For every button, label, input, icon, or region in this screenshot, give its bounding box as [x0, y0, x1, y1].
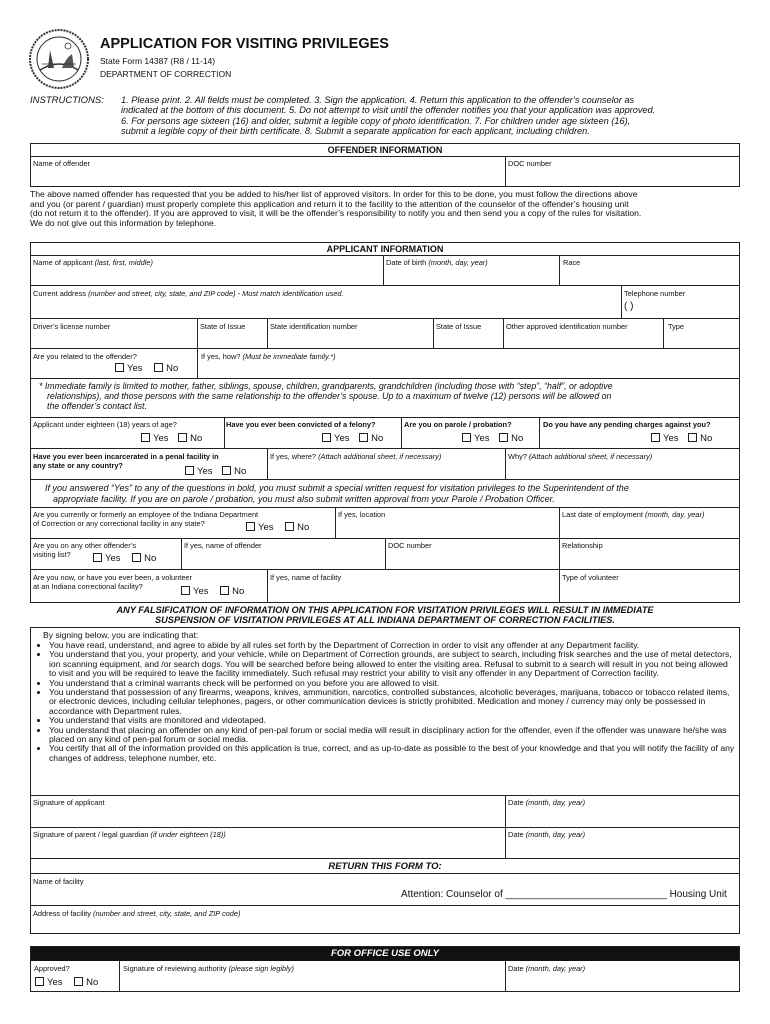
last-employment-label: Last date of employment (month, day, year): [562, 510, 705, 519]
under-eighteen-question: [31, 417, 225, 448]
approved-yes-checkbox[interactable]: Yes: [35, 977, 63, 988]
id-type-field[interactable]: [663, 318, 739, 348]
under-eighteen-no-checkbox[interactable]: No: [178, 433, 202, 444]
volunteer-yes-checkbox[interactable]: Yes: [181, 586, 209, 597]
agreement-bullet: • You understand that placing an offender on any kind of pen-pal forum or social media will result in disciplinary action for the offender, even if the offender was unaware he/she was placed on any kind of pen-pal forum or social media.: [49, 726, 735, 745]
instructions-line: 6. For persons age sixteen (16) and older, submit a legible copy of photo identification. 7. For children under age sixteen (16),: [121, 115, 631, 126]
approved-label: Approved?: [34, 964, 70, 973]
parole-question: [401, 417, 540, 448]
state-of-issue-label: State of Issue: [200, 322, 246, 331]
reviewer-signature-label: Signature of reviewing authority (please sign legibly): [123, 964, 294, 973]
race-field[interactable]: [559, 255, 739, 285]
applicant-section: [30, 242, 740, 603]
agreement-section: [30, 627, 740, 859]
warning-line: SUSPENSION OF VISITATION PRIVILEGES AT ALL INDIANA DEPARTMENT OF CORRECTION FACILITIES.: [155, 615, 615, 625]
race-label: Race: [563, 258, 581, 267]
state-seal: [28, 28, 90, 90]
employee-label: of Correction or any correctional facility in any state?: [33, 519, 205, 528]
drivers-license-label: Driver’s license number: [33, 322, 111, 331]
other-offender-doc-label: DOC number: [388, 541, 432, 550]
employee-location-field[interactable]: [335, 507, 560, 538]
department-name: DEPARTMENT OF CORRECTION: [100, 69, 232, 79]
instructions-line: indicated at the bottom of this document. 5. Do not attempt to visit until the offender notifies you that your application was approved.: [121, 105, 656, 116]
approved-field: [31, 961, 120, 991]
drivers-license-field[interactable]: [31, 318, 198, 348]
offender-doc-field[interactable]: [505, 156, 739, 186]
other-visiting-list-label: visiting list?: [33, 550, 71, 559]
incarcerated-where-label: If yes, where? (Attach additional sheet, if necessary): [270, 452, 442, 461]
applicant-signature-label: Signature of applicant: [33, 798, 105, 807]
parole-no-checkbox[interactable]: No: [499, 433, 523, 444]
facility-address-field[interactable]: [31, 905, 739, 933]
applicant-signature-field[interactable]: [31, 795, 506, 827]
incarcerated-where-field[interactable]: [267, 448, 506, 479]
under-eighteen-yes-checkbox[interactable]: Yes: [141, 433, 169, 444]
telephone-field[interactable]: [621, 285, 739, 318]
volunteer-type-label: Type of volunteer: [562, 573, 619, 582]
note-line: the offender’s contact list.: [47, 400, 147, 411]
offender-name-label: Name of offender: [33, 159, 90, 168]
employee-question: [31, 507, 336, 538]
office-use-heading: FOR OFFICE USE ONLY: [31, 947, 739, 961]
other-offender-name-field[interactable]: [181, 538, 386, 569]
facility-address-label: Address of facility (number and street, city, state, and ZIP code): [33, 909, 241, 918]
agreement-list: [35, 641, 735, 763]
guardian-signature-date-label: Date (month, day, year): [508, 830, 586, 839]
return-heading: RETURN THIS FORM TO:: [328, 861, 442, 872]
applicant-heading: APPLICANT INFORMATION: [326, 244, 444, 254]
applicant-name-field[interactable]: [31, 255, 384, 285]
last-employment-field[interactable]: [559, 507, 739, 538]
parole-yes-checkbox[interactable]: Yes: [462, 433, 490, 444]
telephone-label: Telephone number: [624, 289, 686, 298]
incarcerated-label: Have you ever been incarcerated in a penal facility in: [33, 452, 219, 461]
other-list-yes-checkbox[interactable]: Yes: [93, 553, 121, 564]
volunteer-type-field[interactable]: [559, 569, 739, 602]
agreement-intro: By signing below, you are indicating that:: [43, 630, 199, 640]
reviewer-date-field[interactable]: [505, 961, 739, 991]
state-id-field[interactable]: [267, 318, 434, 348]
guardian-signature-label: Signature of parent / legal guardian (if under eighteen (18)): [33, 830, 226, 839]
other-list-no-checkbox[interactable]: No: [132, 553, 156, 564]
agreement-bullet: • You understand that you, your property, and your vehicle, while on Department of Correction grounds, are subject to search, including frisk searches and the use of metal detectors, ion scanning equipment, and /or search dogs. You will be searched before being allowed to enter the visiting area. Refusal to submit to a search will result in you not being allowed to visit and you will be required to leave the facility immediately. Such refusal may restrict your ability to visit any offender in any Department of Correction facility.: [49, 650, 735, 678]
under-eighteen-label: Applicant under eighteen (18) years of age?: [33, 420, 177, 429]
agreement-bullet: • You understand that visits are monitored and videotaped.: [49, 716, 735, 725]
notice-line: We do not give out this information by telephone.: [30, 217, 217, 228]
reviewer-date-label: Date (month, day, year): [508, 964, 586, 973]
related-how-label: If yes, how? (Must be immediate family.*): [201, 352, 336, 361]
felony-no-checkbox[interactable]: No: [359, 433, 383, 444]
notice-line: The above named offender has requested that you be added to his/her list of approved visitors. In order for this to be done, you must follow the directions above: [30, 189, 638, 199]
falsification-warning: [30, 605, 740, 625]
incarcerated-question: [31, 448, 268, 479]
note-line: * Immediate family is limited to mother, father, siblings, spouse, children, grandparents, grandchildren (including those with “step”, “half”, or adoptive: [39, 381, 613, 391]
other-id-field[interactable]: [503, 318, 664, 348]
id-type-label: Type: [668, 322, 685, 331]
incarcerated-why-label: Why? (Attach additional sheet, if necessary): [508, 452, 653, 461]
felony-yes-checkbox[interactable]: Yes: [322, 433, 350, 444]
form-title: APPLICATION FOR VISITING PRIVILEGES: [100, 36, 389, 52]
incarcerated-yes-checkbox[interactable]: Yes: [185, 466, 213, 477]
address-label: Current address (number and street, city, state, and ZIP code) - Must match identification used.: [33, 289, 344, 298]
volunteer-question: [31, 569, 268, 602]
employee-location-label: If yes, location: [338, 510, 386, 519]
dob-field[interactable]: [383, 255, 560, 285]
other-offender-name-label: If yes, name of offender: [184, 541, 262, 550]
related-no-checkbox[interactable]: No: [154, 363, 178, 374]
reviewer-signature-field[interactable]: [119, 961, 506, 991]
employee-yes-checkbox[interactable]: Yes: [246, 522, 274, 533]
applicant-name-label: Name of applicant (last, first, middle): [33, 258, 153, 267]
note-line: If you answered “Yes” to any of the questions in bold, you must submit a special written request for visitation privileges to the Superintendent of the: [45, 483, 629, 493]
related-label: Are you related to the offender?: [33, 352, 137, 361]
pending-charges-label: Do you have any pending charges against you?: [543, 420, 711, 429]
bold-answer-note: [45, 483, 629, 504]
warning-line: ANY FALSIFICATION OF INFORMATION ON THIS APPLICATION FOR VISITATION PRIVILEGES WILL RESULT IN IMMEDIATE: [116, 605, 654, 615]
volunteer-label: Are you now, or have you ever been, a volunteer: [33, 573, 192, 582]
incarcerated-no-checkbox[interactable]: No: [222, 466, 246, 477]
pending-charges-question: [539, 417, 739, 448]
note-line: relationships), and those persons with the same relationship to the offender’s spouse. Up to a maximum of twelve (12) persons will be allowed on: [47, 390, 612, 401]
office-use-section: [30, 946, 740, 992]
offender-section: [30, 143, 740, 187]
volunteer-facility-label: If yes, name of facility: [270, 573, 342, 582]
applicant-signature-date-label: Date (month, day, year): [508, 798, 586, 807]
felony-label: Have you ever been convicted of a felony?: [226, 420, 376, 429]
guardian-signature-field[interactable]: [31, 827, 506, 858]
applicant-signature-date-field[interactable]: [505, 795, 739, 827]
note-line: appropriate facility. If you are on parole / probation, you must also submit written approval from your Parole / Probation Officer.: [53, 493, 555, 504]
incarcerated-why-field[interactable]: [505, 448, 739, 479]
telephone-area-code: ( ): [624, 301, 634, 312]
related-question: [31, 348, 198, 378]
notice-text: [30, 190, 742, 228]
facility-name-label: Name of facility: [33, 877, 84, 886]
other-offender-doc-field[interactable]: [385, 538, 560, 569]
pending-yes-checkbox[interactable]: Yes: [651, 433, 679, 444]
employee-no-checkbox[interactable]: No: [285, 522, 309, 533]
related-how-field[interactable]: [197, 348, 739, 378]
agreement-bullet: • You understand that possession of any firearms, weapons, knives, ammunition, narcotics, controlled substances, alcoholic beverages, marijuana, tobacco or tobacco related items, or electronic devices, including cellular telephones, pagers, or other communication devices is strictly prohibited. Medication and money / currency may only be possessed in accordance with Department rules.: [49, 688, 735, 716]
form-id: State Form 14387 (R8 / 11-14): [100, 56, 216, 66]
instructions-text: [121, 95, 655, 137]
volunteer-facility-field[interactable]: [267, 569, 560, 602]
offender-name-field[interactable]: [31, 156, 506, 186]
instructions-line: submit a legible copy of their birth certificate. 8. Submit a separate application for each applicant, including children.: [121, 126, 590, 137]
volunteer-label: at an Indiana correctional facility?: [33, 582, 143, 591]
address-field[interactable]: [31, 285, 622, 318]
agreement-bullet: • You have read, understand, and agree to abide by all rules set forth by the Department of Correction in order to visit any offender at any Department facility.: [49, 641, 735, 650]
notice-line: (do not return it to the offender). If you are approved to visit, it will be the offender’s responsibility to notify you and then send you a copy of the rules for visitation.: [30, 208, 642, 219]
state-id-label: State identification number: [270, 322, 358, 331]
relationship-field[interactable]: [559, 538, 739, 569]
incarcerated-label: any state or any country?: [33, 461, 123, 470]
other-visiting-list-label: Are you on any other offender’s: [33, 541, 137, 550]
immediate-family-note: [39, 382, 613, 411]
related-yes-checkbox[interactable]: Yes: [115, 363, 143, 374]
state-of-issue-2-field[interactable]: [433, 318, 504, 348]
agreement-bullet: • You understand that a criminal warrants check will be performed on you before you are allowed to visit.: [49, 679, 735, 688]
state-of-issue-2-label: State of Issue: [436, 322, 482, 331]
attention-counselor-line: Attention: Counselor of _____________________________ Housing Unit: [401, 889, 727, 900]
pending-no-checkbox[interactable]: No: [688, 433, 712, 444]
notice-line: and you (or parent / guardian) must properly complete this application and return it to the facility to the attention of the counselor of the offender’s housing unit: [30, 198, 629, 209]
dob-label: Date of birth (month, day, year): [386, 258, 488, 267]
offender-doc-label: DOC number: [508, 159, 552, 168]
other-id-label: Other approved identification number: [506, 322, 628, 331]
facility-name-field[interactable]: [31, 873, 739, 905]
state-of-issue-field[interactable]: [197, 318, 268, 348]
parole-label: Are you on parole / probation?: [404, 420, 512, 429]
offender-heading: OFFENDER INFORMATION: [327, 145, 443, 155]
volunteer-no-checkbox[interactable]: No: [220, 586, 244, 597]
instructions-line: 1. Please print. 2. All fields must be completed. 3. Sign the application. 4. Return this application to the offender’s counselor as: [121, 95, 635, 105]
relationship-label: Relationship: [562, 541, 603, 550]
employee-label: Are you currently or formerly an employee of the Indiana Department: [33, 510, 259, 519]
instructions-label: INSTRUCTIONS:: [30, 95, 104, 106]
agreement-bullet: • You certify that all of the information provided on this application is true, correct, and as up-to-date as possible to the best of your knowledge and that you will notify the facility of any changes of address, telephone number, etc.: [49, 744, 735, 763]
approved-no-checkbox[interactable]: No: [74, 977, 98, 988]
guardian-signature-date-field[interactable]: [505, 827, 739, 858]
other-visiting-list-question: [31, 538, 182, 569]
return-section: [30, 859, 740, 934]
felony-question: [224, 417, 402, 448]
